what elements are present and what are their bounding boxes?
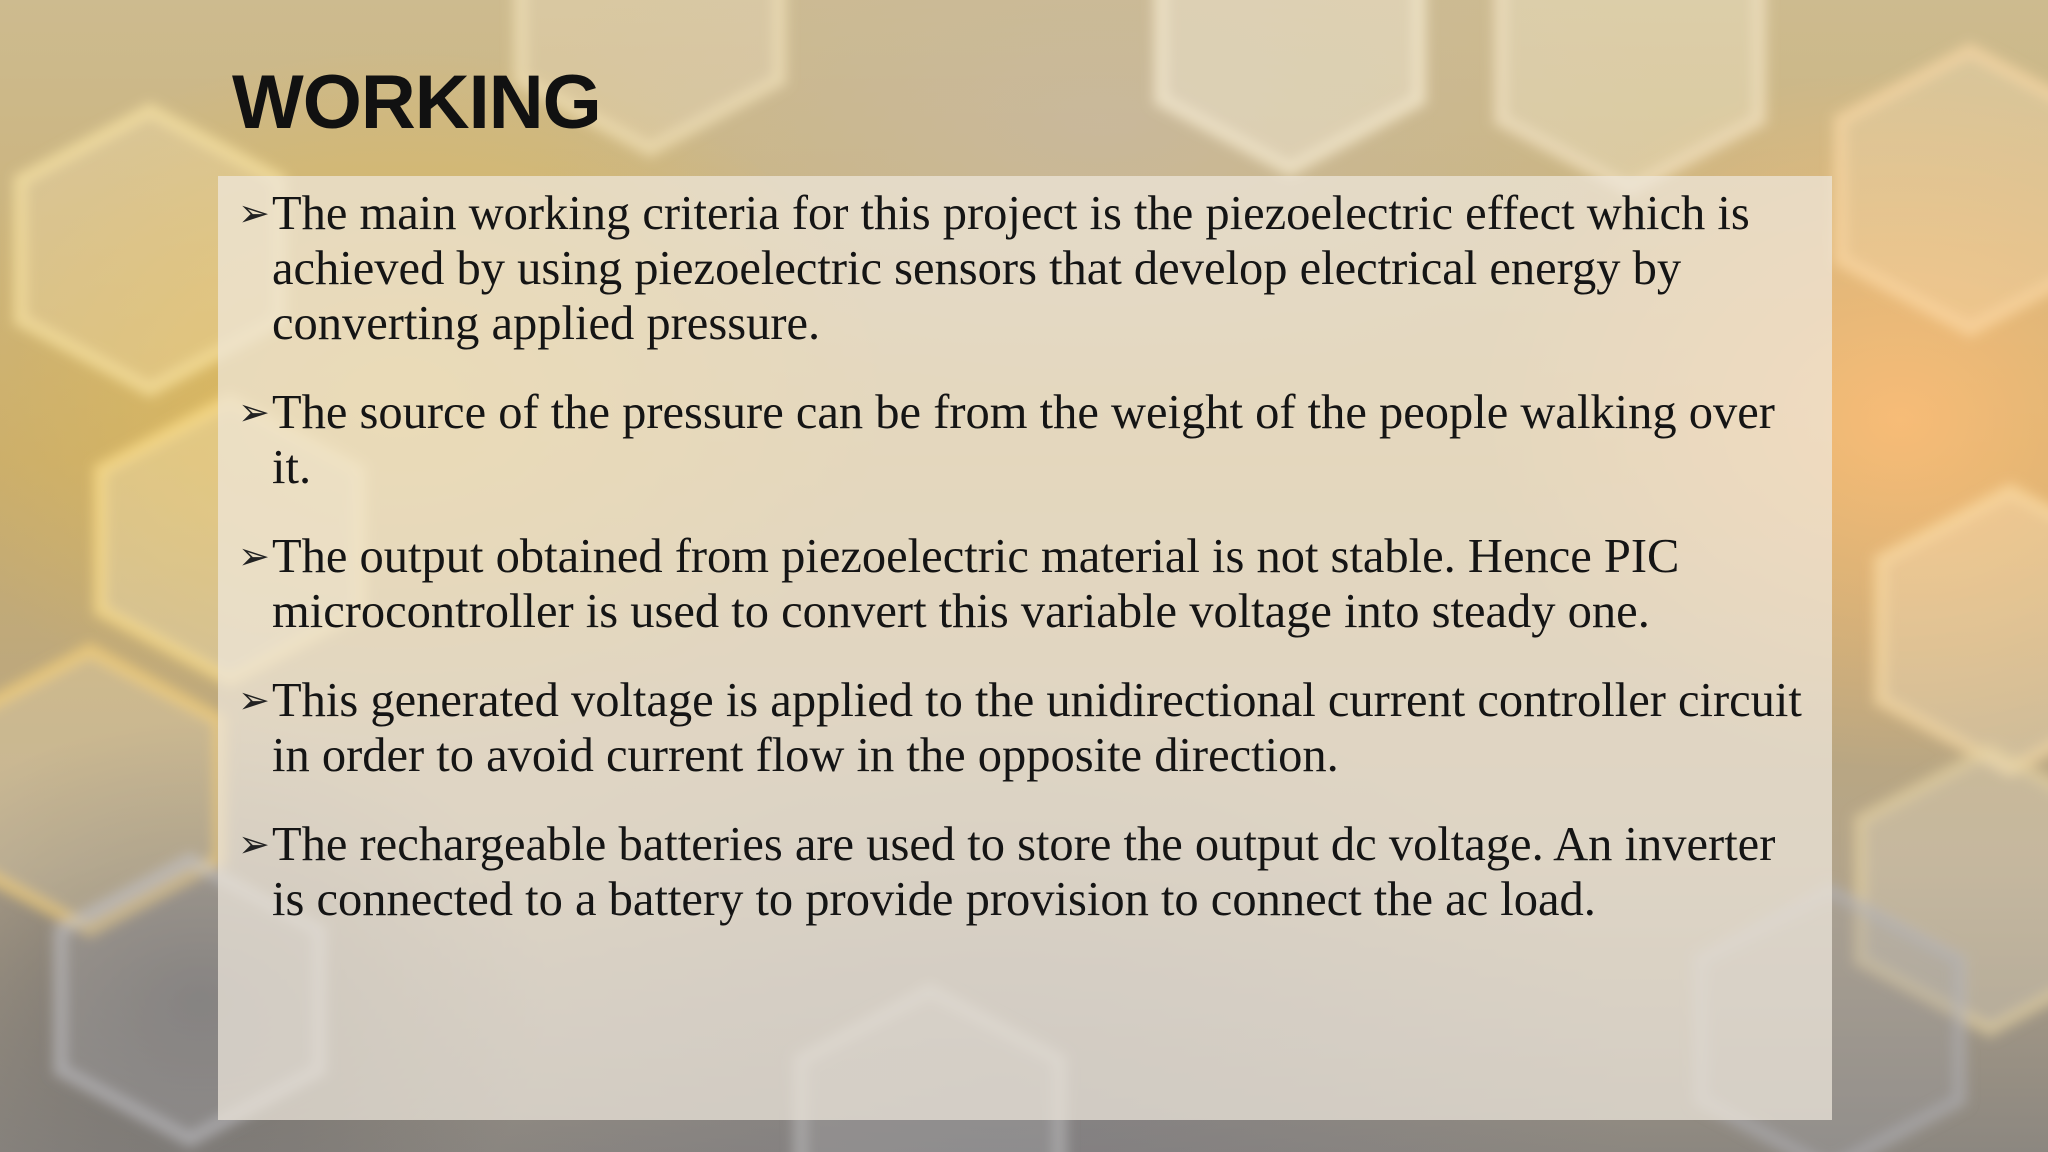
arrowhead-icon: ➢ (238, 390, 270, 434)
bullet-list (238, 186, 1812, 927)
bullet-text: The source of the pressure can be from the weight of the people walking over it. (272, 386, 1775, 494)
bullet-text: This generated voltage is applied to the unidirectional current controller circuit in order to avoid current flow in the opposite direction. (272, 674, 1802, 782)
arrowhead-icon: ➢ (238, 191, 270, 235)
arrowhead-icon: ➢ (238, 822, 270, 866)
bullet-text: The rechargeable batteries are used to store the output dc voltage. An inverter is connected to a battery to provide provision to connect the ac load. (272, 818, 1776, 926)
bullet-item (238, 817, 1812, 927)
content-box (218, 176, 1832, 1120)
bullet-item (238, 529, 1812, 639)
bullet-item (238, 673, 1812, 783)
arrowhead-icon: ➢ (238, 678, 270, 722)
bullet-text: The output obtained from piezoelectric material is not stable. Hence PIC microcontroller is used to convert this variable voltage into steady one. (272, 530, 1680, 638)
bullet-item (238, 385, 1812, 495)
arrowhead-icon: ➢ (238, 534, 270, 578)
bullet-item (238, 186, 1812, 351)
slide-title: WORKING (232, 60, 601, 145)
bullet-text: The main working criteria for this project is the piezoelectric effect which is achieved by using piezoelectric sensors that develop electrical energy by converting applied pressure. (272, 187, 1750, 350)
